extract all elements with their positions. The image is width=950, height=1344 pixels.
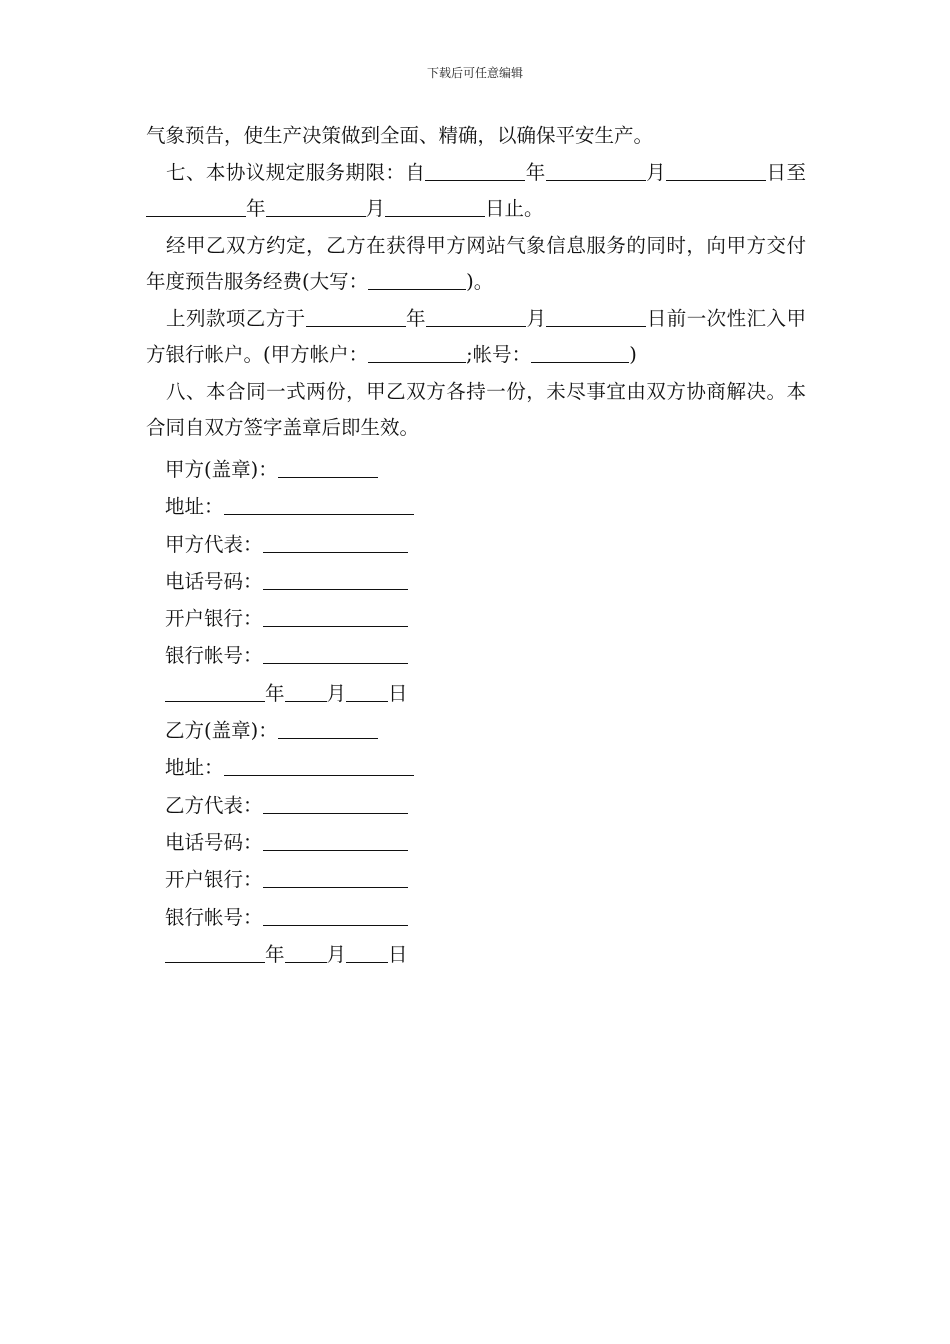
party-b-address-label: 地址：	[165, 756, 224, 780]
paragraph-copies: 八、本合同一式两份，甲乙双方各持一份，未尽事宜由双方协商解决。本合同自双方签字盖章后即生效。	[146, 379, 806, 439]
party-b-rep-line	[165, 787, 414, 824]
party-b-seal-line	[165, 712, 414, 749]
party-a-rep-line	[165, 526, 414, 563]
contract-body	[146, 118, 806, 447]
party-b-seal-label: 乙方(盖章)：	[165, 719, 278, 743]
start-day-blank[interactable]	[666, 160, 766, 181]
party-b-rep-blank[interactable]	[263, 793, 408, 814]
day-end-label: 日止。	[485, 197, 544, 220]
party-b-address-blank[interactable]	[224, 756, 414, 777]
account-number-blank[interactable]	[531, 343, 629, 364]
month-label: 月	[645, 160, 667, 184]
party-b-phone-label: 电话号码：	[165, 830, 263, 854]
party-b-account-label: 银行帐号：	[165, 905, 263, 929]
pay-year-blank[interactable]	[306, 306, 406, 327]
end-month-blank[interactable]	[266, 197, 366, 218]
party-b-month-blank[interactable]	[285, 942, 327, 963]
party-a-rep-blank[interactable]	[263, 532, 408, 553]
party-a-bank-line	[165, 600, 414, 637]
term-label: 七、本协议规定服务期限：自	[166, 160, 426, 184]
month-label: 月	[526, 306, 547, 330]
party-a-bank-label: 开户银行：	[165, 607, 263, 631]
year-label: 年	[405, 306, 426, 330]
account-name-blank[interactable]	[368, 343, 466, 364]
party-b-address-line	[165, 749, 414, 786]
payment-text-2: 日前一次性汇入甲方银行帐户。(甲方帐户：	[146, 306, 806, 366]
account-no-label: ;帐号：	[466, 343, 532, 366]
party-a-month-blank[interactable]	[285, 681, 327, 702]
party-b-phone-line	[165, 824, 414, 861]
pay-month-blank[interactable]	[426, 306, 526, 327]
party-a-account-blank[interactable]	[263, 644, 408, 665]
party-a-seal-line	[165, 451, 414, 488]
party-a-date-line	[165, 675, 414, 712]
day-label: 日	[388, 681, 408, 705]
party-b-rep-label: 乙方代表：	[165, 793, 263, 817]
year-label: 年	[525, 160, 546, 184]
pay-day-blank[interactable]	[546, 306, 646, 327]
party-a-phone-line	[165, 563, 414, 600]
start-month-blank[interactable]	[546, 160, 646, 181]
end-year-blank[interactable]	[146, 197, 246, 218]
party-b-account-line	[165, 899, 414, 936]
party-b-date-line	[165, 936, 414, 973]
party-a-day-blank[interactable]	[346, 681, 388, 702]
start-year-blank[interactable]	[425, 160, 525, 181]
page-header: 下载后可任意编辑	[426, 66, 523, 80]
party-b-phone-blank[interactable]	[263, 830, 408, 851]
party-a-address-blank[interactable]	[224, 495, 414, 516]
paragraph-fee	[146, 228, 806, 301]
party-b-bank-line	[165, 861, 414, 898]
party-a-seal-label: 甲方(盖章)：	[165, 458, 278, 481]
party-a-address-line	[165, 488, 414, 525]
month-label: 月	[326, 942, 347, 966]
party-a-bank-blank[interactable]	[263, 607, 408, 628]
payment-text: 上列款项乙方于	[166, 306, 306, 330]
party-b-day-blank[interactable]	[346, 942, 388, 963]
year-label: 年	[246, 197, 266, 220]
payment-close: )	[629, 343, 637, 366]
fee-amount-blank[interactable]	[368, 270, 466, 291]
party-a-account-line	[165, 637, 414, 674]
party-b-bank-label: 开户银行：	[165, 868, 263, 892]
party-b-bank-blank[interactable]	[263, 868, 408, 889]
day-label: 日	[388, 942, 408, 966]
fee-text: 经甲乙双方约定，乙方在获得甲方网站气象信息服务的同时，向甲方交付年度预告服务经费(大写：	[146, 233, 806, 293]
day-to-label: 日至	[766, 160, 806, 184]
party-a-address-label: 地址：	[165, 495, 224, 519]
month-label: 月	[365, 197, 386, 220]
party-a-seal-blank[interactable]	[278, 458, 378, 479]
paragraph-service-term	[146, 155, 806, 228]
party-a-phone-label: 电话号码：	[165, 569, 263, 593]
party-b-year-blank[interactable]	[165, 942, 265, 963]
year-label: 年	[265, 681, 285, 705]
party-a-signature-block	[165, 451, 414, 973]
party-a-rep-label: 甲方代表：	[165, 532, 263, 556]
fee-close: )。	[466, 270, 494, 293]
party-a-account-label: 银行帐号：	[165, 644, 263, 668]
year-label: 年	[265, 942, 285, 966]
month-label: 月	[326, 681, 347, 705]
paragraph-forecast: 气象预告，使生产决策做到全面、精确，以确保平安生产。	[146, 124, 654, 147]
paragraph-payment	[146, 301, 806, 374]
party-b-account-blank[interactable]	[263, 905, 408, 926]
party-a-year-blank[interactable]	[165, 681, 265, 702]
party-b-seal-blank[interactable]	[278, 719, 378, 740]
party-a-phone-blank[interactable]	[263, 569, 408, 590]
end-day-blank[interactable]	[385, 197, 485, 218]
